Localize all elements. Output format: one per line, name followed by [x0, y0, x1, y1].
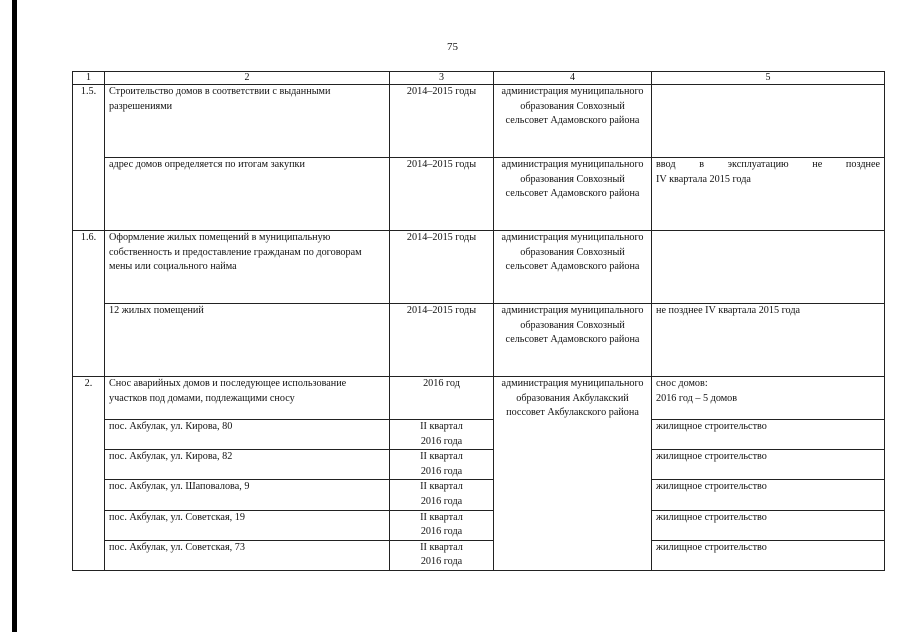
- period-line: 2016 года: [420, 465, 463, 477]
- expected-result-line: IV квартала 2015 года: [656, 173, 751, 185]
- measure-description: Снос аварийных домов и последующее использование участков под домами, подлежащими сносу: [105, 377, 390, 420]
- demolition-result: жилищное строительство: [652, 480, 885, 510]
- expected-result: [652, 158, 885, 231]
- row-number: 1.5.: [73, 85, 105, 231]
- responsible-party: администрация муниципального образования Акбулакский поссовет Акбулакского района: [494, 377, 652, 571]
- expected-result-line: 2016 год – 5 домов: [656, 392, 738, 404]
- table-row: [73, 510, 885, 540]
- responsible-party: администрация муниципального образования Совхозный сельсовет Адамовского района: [494, 231, 652, 304]
- header-col-5: 5: [652, 72, 885, 85]
- row-number: 1.6.: [73, 231, 105, 377]
- header-col-3: 3: [390, 72, 494, 85]
- table-row: [73, 85, 885, 158]
- period-line: 2016 года: [420, 495, 463, 507]
- header-col-1: 1: [73, 72, 105, 85]
- period-line: II квартал: [420, 511, 463, 523]
- measure-period: 2014–2015 годы: [390, 85, 494, 158]
- measure-description: адрес домов определяется по итогам закупки: [105, 158, 390, 231]
- expected-result: не позднее IV квартала 2015 года: [652, 304, 885, 377]
- demolition-result: жилищное строительство: [652, 450, 885, 480]
- row-number: 2.: [73, 377, 105, 571]
- header-row: [73, 72, 885, 85]
- demolition-address: пос. Акбулак, ул. Советская, 73: [105, 540, 390, 570]
- period-line: II квартал: [420, 541, 463, 553]
- table-row: [73, 377, 885, 420]
- program-table: [72, 71, 885, 571]
- demolition-address: пос. Акбулак, ул. Шаповалова, 9: [105, 480, 390, 510]
- expected-result: [652, 85, 885, 158]
- table-row: [73, 304, 885, 377]
- demolition-address: пос. Акбулак, ул. Кирова, 80: [105, 420, 390, 450]
- period-line: II квартал: [420, 481, 463, 493]
- page-number: 75: [447, 41, 458, 53]
- table-row: [73, 158, 885, 231]
- table-row: [73, 540, 885, 570]
- demolition-address: пос. Акбулак, ул. Советская, 19: [105, 510, 390, 540]
- period-line: 2016 года: [420, 526, 463, 538]
- demolition-period: [390, 450, 494, 480]
- demolition-period: [390, 510, 494, 540]
- table-row: [73, 231, 885, 304]
- demolition-period: [390, 420, 494, 450]
- demolition-result: жилищное строительство: [652, 510, 885, 540]
- table-row: [73, 420, 885, 450]
- period-line: II квартал: [420, 421, 463, 432]
- period-line: II квартал: [420, 451, 463, 463]
- demolition-result: жилищное строительство: [652, 420, 885, 450]
- measure-description: Строительство домов в соответствии с выданными разрешениями: [105, 85, 390, 158]
- header-col-4: 4: [494, 72, 652, 85]
- table-row: [73, 450, 885, 480]
- measure-period: 2014–2015 годы: [390, 231, 494, 304]
- measure-period: 2016 год: [390, 377, 494, 420]
- period-line: 2016 года: [420, 556, 463, 568]
- measure-description: 12 жилых помещений: [105, 304, 390, 377]
- measure-period: 2014–2015 годы: [390, 158, 494, 231]
- responsible-party: администрация муниципального образования Совхозный сельсовет Адамовского района: [494, 304, 652, 377]
- responsible-party: администрация муниципального образования Совхозный сельсовет Адамовского района: [494, 85, 652, 158]
- expected-result-line: ввод в эксплуатацию не позднее: [656, 159, 880, 170]
- demolition-period: [390, 480, 494, 510]
- header-col-2: 2: [105, 72, 390, 85]
- expected-result: [652, 377, 885, 420]
- demolition-address: пос. Акбулак, ул. Кирова, 82: [105, 450, 390, 480]
- table-row: [73, 480, 885, 510]
- demolition-period: [390, 540, 494, 570]
- period-line: 2016 года: [420, 435, 463, 447]
- scan-margin-line: [12, 0, 17, 632]
- expected-result: [652, 231, 885, 304]
- measure-description: Оформление жилых помещений в муниципальную собственность и предоставление гражданам по договорам мены или социального найма: [105, 231, 390, 304]
- expected-result-line: снос домов:: [656, 378, 708, 389]
- measure-period: 2014–2015 годы: [390, 304, 494, 377]
- demolition-result: жилищное строительство: [652, 540, 885, 570]
- responsible-party: администрация муниципального образования Совхозный сельсовет Адамовского района: [494, 158, 652, 231]
